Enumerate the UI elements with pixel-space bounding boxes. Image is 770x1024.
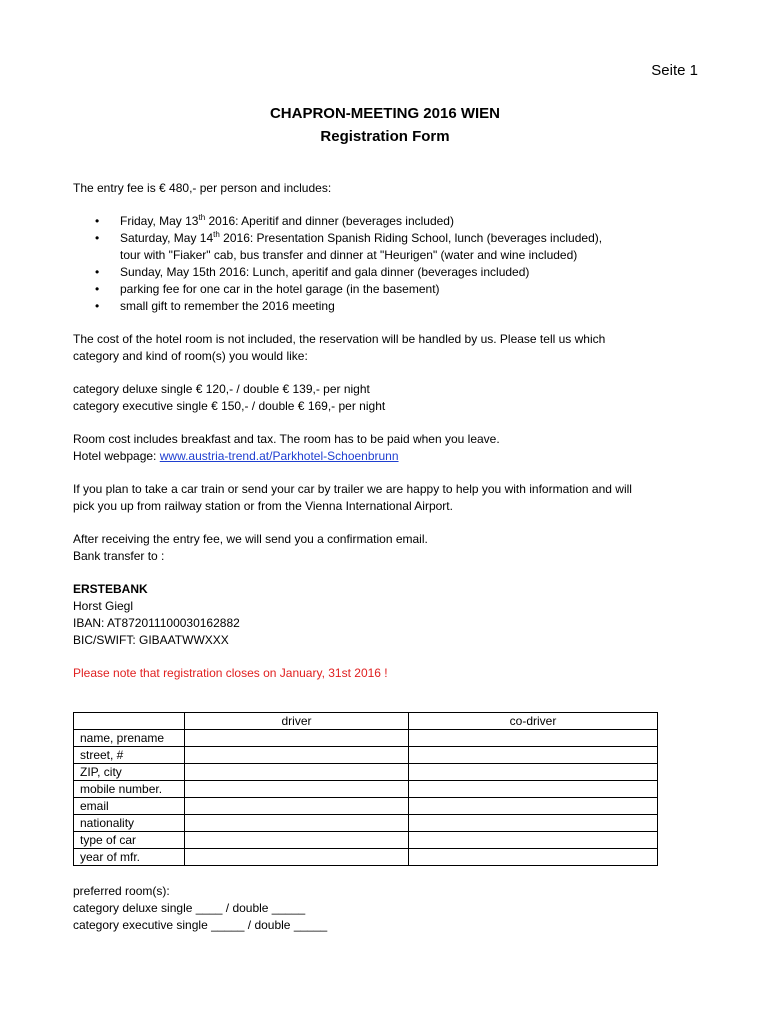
preferred-deluxe: category deluxe single ____ / double _____ xyxy=(73,901,306,915)
form-content xyxy=(73,180,703,682)
row-label: mobile number. xyxy=(74,781,185,798)
hotel-cost-text: The cost of the hotel room is not included, the reservation will be handled by us. Please tell us which category and kind of room(s) you would like: xyxy=(73,332,606,363)
row-label: type of car xyxy=(74,832,185,849)
list-item: • Friday, May 13th 2016: Aperitif and dinner (beverages included) xyxy=(95,213,454,228)
codriver-field[interactable] xyxy=(409,849,658,866)
list-item: • Saturday, May 14th 2016: Presentation Spanish Riding School, lunch (beverages included), tour with "Fiaker" cab, bus transfer and dinner at "Heurigen" (water and wine included) xyxy=(95,230,603,262)
row-label: name, prename xyxy=(74,730,185,747)
bullet-icon: • xyxy=(95,265,100,279)
page-title: CHAPRON-MEETING 2016 WIEN xyxy=(269,105,501,122)
page-number: Seite 1 xyxy=(651,62,698,79)
table-row xyxy=(74,781,658,798)
title-block xyxy=(0,102,770,148)
driver-field[interactable] xyxy=(185,764,409,781)
bank-name: ERSTEBANK xyxy=(73,582,148,596)
codriver-field[interactable] xyxy=(409,764,658,781)
bullet-icon: • xyxy=(95,214,100,228)
table-row xyxy=(74,730,658,747)
page-subtitle: Registration Form xyxy=(320,128,450,145)
bullet-icon: • xyxy=(95,299,100,313)
table-header-codriver: co-driver xyxy=(409,713,658,730)
registration-table xyxy=(73,712,658,866)
account-holder: Horst Giegl xyxy=(73,599,134,613)
preferred-rooms-label: preferred room(s): xyxy=(73,884,170,898)
table-row xyxy=(74,849,658,866)
codriver-field[interactable] xyxy=(409,781,658,798)
bullet-icon: • xyxy=(95,282,100,296)
driver-field[interactable] xyxy=(185,747,409,764)
table-row xyxy=(74,832,658,849)
preferred-rooms-section xyxy=(73,883,327,934)
row-label: nationality xyxy=(74,815,185,832)
iban: IBAN: AT872011100030162882 xyxy=(73,616,240,630)
table-row xyxy=(74,815,658,832)
included-items-list xyxy=(73,213,703,315)
row-label: year of mfr. xyxy=(74,849,185,866)
row-label: ZIP, city xyxy=(74,764,185,781)
hotel-webpage xyxy=(73,448,703,465)
list-item: • parking fee for one car in the hotel garage (in the basement) xyxy=(95,282,440,296)
deadline-notice: Please note that registration closes on January, 31st 2016 ! xyxy=(73,666,388,680)
category-deluxe-price: category deluxe single € 120,- / double € 139,- per night xyxy=(73,382,370,396)
confirmation-text: After receiving the entry fee, we will send you a confirmation email. xyxy=(73,532,428,546)
driver-field[interactable] xyxy=(185,832,409,849)
codriver-field[interactable] xyxy=(409,798,658,815)
table-row xyxy=(74,747,658,764)
driver-field[interactable] xyxy=(185,798,409,815)
bullet-icon: • xyxy=(95,231,100,245)
table-row xyxy=(74,764,658,781)
table-header-cell xyxy=(74,713,185,730)
entry-fee-intro: The entry fee is € 480,- per person and includes: xyxy=(73,181,332,195)
hotel-webpage-link[interactable]: www.austria-trend.at/Parkhotel-Schoenbrunn xyxy=(159,449,399,463)
table-row xyxy=(74,798,658,815)
table-header-driver: driver xyxy=(185,713,409,730)
codriver-field[interactable] xyxy=(409,832,658,849)
preferred-executive: category executive single _____ / double _____ xyxy=(73,918,328,932)
transport-text: If you plan to take a car train or send your car by trailer we are happy to help you with information and will pick you up from railway station or from the Vienna International Airport. xyxy=(73,482,632,513)
driver-field[interactable] xyxy=(185,781,409,798)
table-header-row xyxy=(74,713,658,730)
driver-field[interactable] xyxy=(185,730,409,747)
list-item: • Sunday, May 15th 2016: Lunch, aperitif and gala dinner (beverages included) xyxy=(95,265,530,279)
row-label: email xyxy=(74,798,185,815)
driver-field[interactable] xyxy=(185,849,409,866)
codriver-field[interactable] xyxy=(409,747,658,764)
hotel-webpage-label: Hotel webpage: xyxy=(73,449,160,463)
codriver-field[interactable] xyxy=(409,730,658,747)
row-label: street, # xyxy=(74,747,185,764)
category-executive-price: category executive single € 150,- / double € 169,- per night xyxy=(73,399,386,413)
room-cost-text: Room cost includes breakfast and tax. The room has to be paid when you leave. xyxy=(73,432,500,446)
bic-swift: BIC/SWIFT: GIBAATWWXXX xyxy=(73,633,229,647)
bank-transfer-label: Bank transfer to : xyxy=(73,549,165,563)
list-item: • small gift to remember the 2016 meeting xyxy=(95,299,335,313)
codriver-field[interactable] xyxy=(409,815,658,832)
driver-field[interactable] xyxy=(185,815,409,832)
